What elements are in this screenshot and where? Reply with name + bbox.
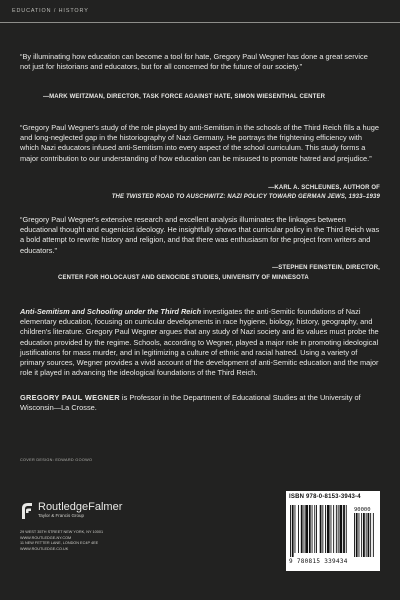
book-title: Anti-Semitism and Schooling under the Third Reich (20, 307, 202, 316)
barcode-addon-bar (354, 513, 355, 557)
review-quote-1: “By illuminating how education can become a tool for hate, Gregory Paul Wegner has done a great service not just for historians and educators, but for all concerned for the future of our society.” (20, 52, 368, 72)
barcode-addon-bar (359, 513, 360, 557)
top-divider (0, 22, 400, 23)
barcode-bar (343, 505, 345, 553)
barcode-bar (292, 505, 294, 557)
barcode-addon-bar (356, 513, 358, 557)
isbn-barcode (286, 491, 380, 571)
review-attribution-3-line2: CENTER FOR HOLOCAUST AND GENOCIDE STUDIES, UNIVERSITY OF MINNESOTA (58, 275, 309, 281)
barcode-addon-bar (370, 513, 371, 557)
routledge-falmer-logo-icon (20, 500, 34, 520)
barcode-number: 9 780815 339434 (289, 558, 348, 565)
barcode-bar (322, 505, 323, 553)
category-label: EDUCATION / HISTORY (12, 8, 89, 14)
isbn-label: ISBN 978-0-8153-3943-4 (289, 494, 361, 500)
book-description (20, 307, 380, 378)
address-line: 11 NEW FETTER LANE, LONDON EC4P 4EE (20, 541, 99, 546)
barcode-addon-bar (366, 513, 367, 557)
barcode-bar (336, 505, 337, 553)
barcode-bar (298, 505, 299, 553)
author-bio (20, 393, 380, 413)
barcode-bar (340, 505, 343, 553)
barcode-bar (331, 505, 332, 553)
barcode-bar (290, 505, 291, 557)
address-line: 29 WEST 35TH STREET NEW YORK, NY 10001 (20, 530, 104, 534)
review-quote-2: “Gregory Paul Wegner's study of the role played by anti-Semitism in the schools of the Third Reich fills a huge and long-neglected gap in the historiography of Nazi Germany. He portrays the frightening efficiency with which Nazi educators infused anti-Semitism into every aspect of the school curriculum. This study forms a major contribution to our understanding of how education can be misused to promote hatred and prejudice.” (20, 123, 379, 163)
address-line: WWW.ROUTLEDGE.CO.UK (20, 546, 69, 551)
publisher-group: Taylor & Francis Group (38, 512, 85, 518)
barcode-bar (312, 505, 313, 553)
cover-design-credit: COVER DESIGN: EDWARD GOOWO (20, 458, 93, 462)
review-attribution-3-line1: —STEPHEN FEINSTEIN, DIRECTOR, (272, 265, 380, 271)
publisher-logo (20, 500, 122, 520)
publisher-block (20, 500, 122, 552)
barcode-bar (309, 505, 311, 553)
barcode-bar (316, 505, 317, 553)
barcode-addon-bar (373, 513, 374, 557)
barcode-bar (327, 505, 330, 553)
review-attribution-2-line2: THE TWISTED ROAD TO AUSCHWITZ: NAZI POLICY TOWARD GERMAN JEWS, 1933–1939 (111, 194, 380, 200)
barcode-bar (320, 505, 322, 553)
barcode-addon-bar (361, 513, 362, 557)
publisher-name: RoutledgeFalmer (38, 500, 123, 513)
barcode-bar (325, 505, 326, 553)
barcode-bar (305, 505, 308, 553)
barcode-bar (346, 505, 347, 553)
author-name: GREGORY PAUL WEGNER (20, 393, 120, 402)
book-description-body: investigates the anti-Semitic foundations of Nazi elementary education, focusing on curricular developments in race hygiene, biology, history, geography, and children's literature. Gregory Paul Wegner argues that any study of Nazi society and its values must probe the education provided by the regime. Schools, according to Wegner, played a major role in promoting ideological justifications for mass murder, and in legitimizing a culture of ethnic and racial hatred. Using a variety of primary sources, Wegner provides a vivid account of the development of anti-Semitic education and the major role it played in advancing the ideological foundations of the Third Reich. (20, 307, 379, 378)
review-quote-3: “Gregory Paul Wegner's extensive research and excellent analysis illuminates the linkages between educational thought and eugenicist ideology. He insightfully shows that curricular policy in the Third Reich was a bold attempt to rewrite history and religion, and that there was enthusiasm for the project from writers and educators.” (20, 215, 380, 255)
barcode-bar (301, 505, 303, 553)
barcode-bar (314, 505, 315, 553)
barcode-addon-number: 90000 (354, 507, 371, 513)
barcode-addon-bar (368, 513, 370, 557)
barcode-bar (304, 505, 305, 553)
publisher-addresses (20, 530, 122, 552)
address-line: WWW.ROUTLEDGE-NY.COM (20, 535, 72, 540)
barcode-bar (333, 505, 334, 553)
barcode-bar (295, 505, 296, 553)
author-bio-text: is Professor in the Department of Educational Studies at the University of Wisconsin—La Crosse. (20, 393, 361, 413)
barcode-addon-bar (363, 513, 365, 557)
barcode-bar (338, 505, 339, 553)
review-attribution-1: —MARK WEITZMAN, DIRECTOR, TASK FORCE AGAINST HATE, SIMON WIESENTHAL CENTER (43, 94, 326, 100)
barcode-bars (290, 505, 376, 559)
review-attribution-2-line1: —KARL A. SCHLEUNES, AUTHOR OF (268, 185, 380, 191)
